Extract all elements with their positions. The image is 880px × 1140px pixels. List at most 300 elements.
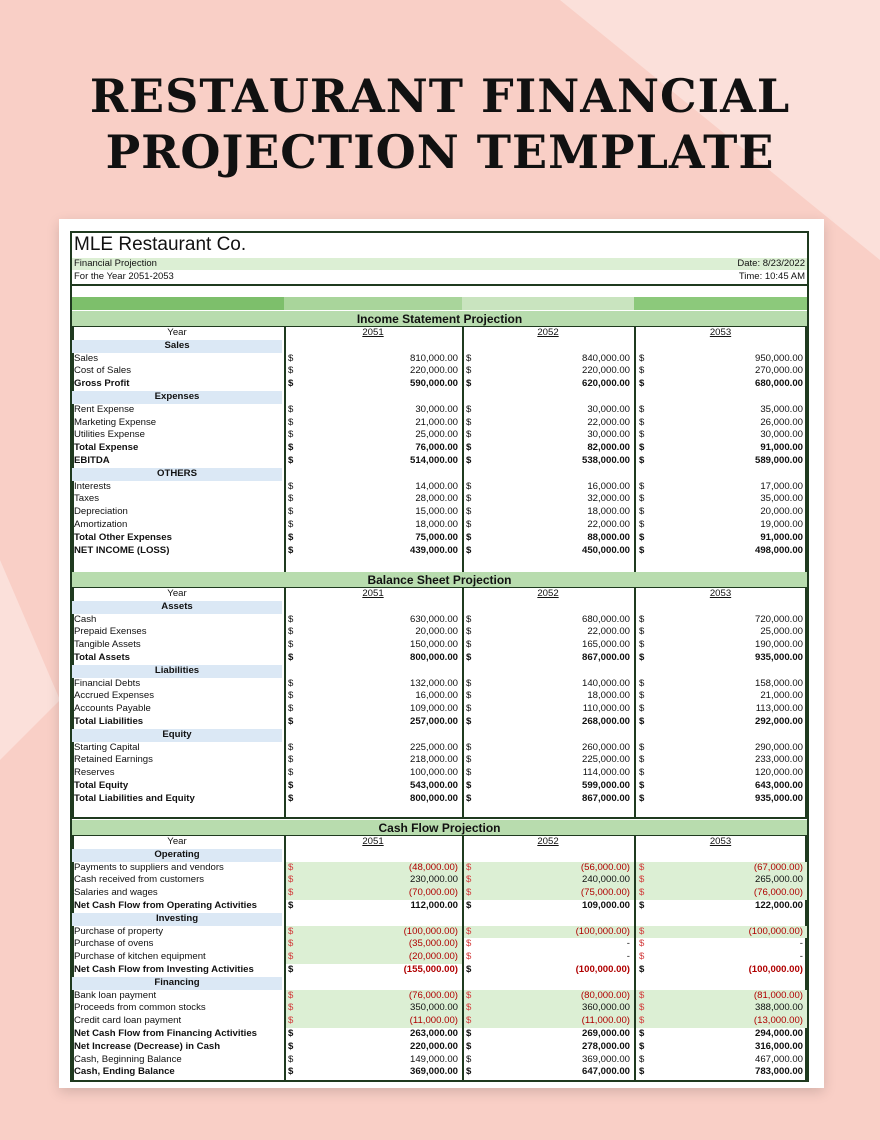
cell-value[interactable]: (75,000.00) — [580, 887, 630, 899]
cell-value[interactable]: 18,000.00 — [587, 506, 630, 518]
cell-value[interactable]: 350,000.00 — [409, 1002, 458, 1014]
cell-value[interactable]: 30,000.00 — [587, 429, 630, 441]
cell-value[interactable]: - — [799, 938, 803, 950]
cell-value[interactable]: 800,000.00 — [409, 652, 458, 663]
currency-symbol: $ — [288, 900, 294, 911]
currency-symbol: $ — [288, 506, 294, 518]
table-row — [72, 404, 807, 417]
cell-value[interactable]: 21,000.00 — [415, 416, 458, 428]
cell-value[interactable]: 110,000.00 — [582, 703, 630, 715]
currency-symbol: $ — [288, 352, 294, 364]
report-date: Date: 8/23/2022 — [737, 258, 805, 269]
currency-symbol: $ — [639, 716, 645, 727]
currency-symbol: $ — [288, 403, 294, 415]
row-label: Net Cash Flow from Investing Activities — [74, 964, 254, 975]
currency-symbol: $ — [639, 613, 645, 625]
currency-symbol: $ — [466, 1002, 472, 1014]
currency-symbol: $ — [466, 792, 472, 804]
cell-value[interactable]: (11,000.00) — [581, 1015, 630, 1027]
cell-value[interactable]: 35,000.00 — [760, 493, 803, 505]
cell-value[interactable]: 225,000.00 — [409, 741, 458, 753]
report-subtitle: Financial Projection — [74, 258, 157, 269]
table-row — [72, 887, 807, 900]
cell-value[interactable]: 467,000.00 — [754, 1053, 803, 1065]
category-row — [72, 913, 807, 926]
currency-symbol: $ — [466, 964, 472, 975]
category-label: Equity — [72, 729, 282, 742]
row-label: Cash — [74, 613, 97, 625]
cell-value[interactable]: 233,000.00 — [754, 754, 803, 766]
currency-symbol: $ — [639, 964, 645, 975]
cell-value[interactable]: 14,000.00 — [415, 480, 458, 492]
cell-value[interactable]: 225,000.00 — [581, 754, 630, 766]
currency-symbol: $ — [639, 531, 645, 543]
currency-symbol: $ — [639, 900, 645, 911]
color-strip-2 — [284, 297, 462, 310]
cell-value[interactable]: 140,000.00 — [581, 677, 630, 689]
cell-value[interactable]: 220,000.00 — [409, 1040, 458, 1052]
income-section-title: Income Statement Projection — [72, 311, 807, 327]
table-row — [72, 900, 807, 913]
cell-value[interactable]: 16,000.00 — [415, 690, 458, 702]
currency-symbol: $ — [288, 519, 294, 530]
category-label: Financing — [72, 977, 282, 990]
currency-symbol: $ — [466, 506, 472, 518]
cell-value[interactable]: 22,000.00 — [587, 626, 630, 638]
currency-symbol: $ — [288, 442, 294, 454]
cell-value[interactable]: 30,000.00 — [587, 403, 630, 415]
cell-value[interactable]: 294,000.00 — [754, 1028, 803, 1039]
currency-symbol: $ — [288, 754, 294, 766]
currency-symbol: $ — [288, 780, 294, 791]
currency-symbol: $ — [466, 951, 472, 963]
cell-value[interactable]: (67,000.00) — [753, 861, 803, 873]
cell-value[interactable]: 589,000.00 — [754, 455, 803, 466]
cell-value[interactable]: 514,000.00 — [409, 455, 458, 466]
row-label: Reserves — [74, 767, 115, 779]
row-label: Accrued Expenses — [74, 690, 154, 702]
cell-value[interactable]: (35,000.00) — [408, 938, 458, 950]
cell-value[interactable]: (76,000.00) — [408, 989, 458, 1001]
year-label: Year — [167, 327, 187, 338]
currency-symbol: $ — [288, 1002, 294, 1014]
row-label: Tangible Assets — [74, 639, 141, 651]
currency-symbol: $ — [639, 455, 645, 466]
cell-value[interactable]: (80,000.00) — [580, 989, 630, 1001]
cell-value[interactable]: 369,000.00 — [581, 1053, 630, 1065]
table-row — [72, 703, 807, 716]
category-row — [72, 729, 807, 742]
cell-value[interactable]: 538,000.00 — [581, 455, 630, 466]
currency-symbol: $ — [639, 480, 645, 492]
cell-value[interactable]: 260,000.00 — [581, 741, 630, 753]
row-label: Net Cash Flow from Operating Activities — [74, 900, 258, 911]
cash-flow-section — [72, 820, 807, 1082]
row-label: Prepaid Exenses — [74, 626, 147, 638]
currency-symbol: $ — [466, 861, 472, 873]
currency-symbol: $ — [288, 938, 294, 950]
cell-value[interactable]: 28,000.00 — [415, 493, 458, 505]
cell-value[interactable]: (155,000.00) — [403, 964, 458, 975]
currency-symbol: $ — [288, 639, 294, 651]
row-label: Amortization — [74, 519, 128, 530]
currency-symbol: $ — [466, 677, 472, 689]
currency-symbol: $ — [466, 626, 472, 638]
currency-symbol: $ — [466, 1053, 472, 1065]
cell-value[interactable]: 114,000.00 — [582, 767, 630, 779]
currency-symbol: $ — [639, 403, 645, 415]
cell-value[interactable]: (76,000.00) — [753, 887, 803, 899]
cell-value[interactable]: 35,000.00 — [760, 403, 803, 415]
table-row — [72, 626, 807, 639]
cell-value[interactable]: 810,000.00 — [409, 352, 458, 364]
currency-symbol: $ — [288, 1015, 294, 1027]
table-row — [72, 353, 807, 366]
row-label: Bank loan payment — [74, 989, 157, 1001]
cell-value[interactable]: 450,000.00 — [581, 544, 630, 556]
cell-value[interactable]: 113,000.00 — [755, 703, 803, 715]
currency-symbol: $ — [466, 703, 472, 715]
year-heading: 2051 — [362, 836, 384, 847]
table-row — [72, 754, 807, 767]
cell-value[interactable]: (48,000.00) — [408, 861, 458, 873]
cell-value[interactable]: 88,000.00 — [587, 531, 630, 543]
cell-value[interactable]: 30,000.00 — [760, 429, 803, 441]
currency-symbol: $ — [466, 493, 472, 505]
cell-value[interactable]: 25,000.00 — [415, 429, 458, 441]
cell-value[interactable]: 647,000.00 — [581, 1066, 630, 1078]
cell-value[interactable]: 109,000.00 — [409, 703, 458, 715]
currency-symbol: $ — [466, 767, 472, 779]
row-label: Cash received from customers — [74, 874, 205, 886]
currency-symbol: $ — [639, 780, 645, 791]
color-strip-3 — [462, 297, 634, 310]
cell-value[interactable]: 316,000.00 — [754, 1040, 803, 1052]
table-row — [72, 1066, 807, 1079]
table-row — [72, 938, 807, 951]
currency-symbol: $ — [466, 613, 472, 625]
cell-value[interactable]: 26,000.00 — [760, 416, 803, 428]
currency-symbol: $ — [466, 780, 472, 791]
cell-value[interactable]: - — [626, 951, 630, 963]
cell-value[interactable]: 950,000.00 — [754, 352, 803, 364]
cell-value[interactable]: 680,000.00 — [754, 378, 803, 390]
table-row — [72, 742, 807, 755]
currency-symbol: $ — [466, 442, 472, 454]
currency-symbol: $ — [639, 493, 645, 505]
category-label: Operating — [72, 849, 282, 862]
currency-symbol: $ — [639, 442, 645, 454]
cell-value[interactable]: 75,000.00 — [415, 531, 458, 543]
currency-symbol: $ — [288, 703, 294, 715]
row-label: Net Cash Flow from Financing Activities — [74, 1028, 258, 1039]
cell-value[interactable]: (13,000.00) — [753, 1015, 803, 1027]
page-title-line-1: RESTAURANT FINANCIAL — [89, 69, 791, 123]
cell-value[interactable]: (100,000.00) — [575, 964, 630, 975]
currency-symbol: $ — [288, 951, 294, 963]
currency-symbol: $ — [466, 544, 472, 556]
cell-value[interactable]: 158,000.00 — [754, 677, 803, 689]
currency-symbol: $ — [466, 925, 472, 937]
color-strip-4 — [634, 297, 807, 310]
currency-symbol: $ — [639, 429, 645, 441]
cell-value[interactable]: 270,000.00 — [754, 365, 803, 377]
cell-value[interactable]: 292,000.00 — [754, 716, 803, 727]
cell-value[interactable]: (11,000.00) — [409, 1015, 458, 1027]
report-period: For the Year 2051-2053 — [74, 271, 174, 282]
category-label: Assets — [72, 601, 282, 614]
cell-value[interactable]: (81,000.00) — [753, 989, 803, 1001]
cell-value[interactable]: (20,000.00) — [408, 951, 458, 963]
cell-value[interactable]: 20,000.00 — [760, 506, 803, 518]
page-title-line-2: PROJECTION TEMPLATE — [105, 125, 775, 179]
color-strip-1 — [72, 297, 284, 310]
currency-symbol: $ — [288, 1040, 294, 1052]
category-label: Investing — [72, 913, 282, 926]
cell-value[interactable]: (56,000.00) — [580, 861, 630, 873]
currency-symbol: $ — [639, 792, 645, 804]
row-label: Total Other Expenses — [74, 531, 172, 543]
cell-value[interactable]: 720,000.00 — [754, 613, 803, 625]
table-row — [72, 493, 807, 506]
currency-symbol: $ — [639, 1040, 645, 1052]
row-label: Salaries and wages — [74, 887, 158, 899]
page-title — [0, 68, 880, 180]
cell-value[interactable]: 16,000.00 — [587, 480, 630, 492]
cell-value[interactable]: 388,000.00 — [754, 1002, 803, 1014]
cell-value[interactable]: 20,000.00 — [415, 626, 458, 638]
cell-value[interactable]: 240,000.00 — [581, 874, 630, 886]
cell-value[interactable]: 867,000.00 — [581, 792, 630, 804]
cell-value[interactable]: 100,000.00 — [409, 767, 458, 779]
table-row — [72, 1028, 807, 1041]
currency-symbol: $ — [288, 1066, 294, 1078]
row-label: Purchase of property — [74, 925, 164, 937]
table-row — [72, 378, 807, 391]
category-label: Liabilities — [72, 665, 282, 678]
year-heading: 2052 — [537, 327, 559, 338]
row-label: Payments to suppliers and vendors — [74, 861, 224, 873]
cell-value[interactable]: 360,000.00 — [581, 1002, 630, 1014]
table-row — [72, 545, 807, 558]
cell-value[interactable]: 76,000.00 — [415, 442, 458, 454]
currency-symbol: $ — [466, 480, 472, 492]
cell-value[interactable]: 91,000.00 — [760, 531, 803, 543]
currency-symbol: $ — [639, 1002, 645, 1014]
table-row — [72, 519, 807, 532]
currency-symbol: $ — [639, 767, 645, 779]
cell-value[interactable]: 15,000.00 — [415, 506, 458, 518]
cell-value[interactable]: (100,000.00) — [748, 964, 803, 975]
cell-value[interactable]: 265,000.00 — [754, 874, 803, 886]
currency-symbol: $ — [288, 652, 294, 663]
year-heading: 2052 — [537, 588, 559, 599]
cell-value[interactable]: 269,000.00 — [581, 1028, 630, 1039]
currency-symbol: $ — [466, 887, 472, 899]
cell-value[interactable]: 630,000.00 — [409, 613, 458, 625]
year-heading: 2053 — [709, 327, 732, 338]
cell-value[interactable]: 800,000.00 — [409, 792, 458, 804]
cell-value[interactable]: 25,000.00 — [760, 626, 803, 638]
spreadsheet-preview — [59, 219, 824, 1088]
currency-symbol: $ — [466, 652, 472, 663]
table-row — [72, 455, 807, 468]
cell-value[interactable]: 112,000.00 — [410, 900, 458, 911]
row-label: Rent Expense — [74, 403, 135, 415]
currency-symbol: $ — [639, 506, 645, 518]
balance-section-title: Balance Sheet Projection — [72, 572, 807, 588]
currency-symbol: $ — [466, 365, 472, 377]
year-label: Year — [167, 836, 187, 847]
category-row — [72, 340, 807, 353]
cell-value[interactable]: 22,000.00 — [587, 519, 630, 530]
cell-value[interactable]: 268,000.00 — [581, 716, 630, 727]
row-label: Total Assets — [74, 652, 130, 663]
row-label: Gross Profit — [74, 378, 130, 390]
cell-value[interactable]: 263,000.00 — [409, 1028, 458, 1039]
cell-value[interactable]: 543,000.00 — [409, 780, 458, 791]
row-label: Total Equity — [74, 780, 129, 791]
cell-value[interactable]: 30,000.00 — [415, 403, 458, 415]
row-label: Proceeds from common stocks — [74, 1002, 206, 1014]
cell-value[interactable]: 190,000.00 — [754, 639, 803, 651]
year-heading: 2052 — [537, 836, 559, 847]
currency-symbol: $ — [639, 365, 645, 377]
income-statement-section — [72, 311, 807, 583]
row-label: Depreciation — [74, 506, 128, 518]
currency-symbol: $ — [288, 677, 294, 689]
year-header-row — [72, 327, 807, 340]
currency-symbol: $ — [288, 741, 294, 753]
cell-value[interactable]: 220,000.00 — [409, 365, 458, 377]
category-row — [72, 601, 807, 614]
company-name: MLE Restaurant Co. — [74, 234, 247, 255]
currency-symbol: $ — [288, 925, 294, 937]
cell-value[interactable]: 122,000.00 — [754, 900, 803, 911]
cell-value[interactable]: 620,000.00 — [581, 378, 630, 390]
table-row — [72, 964, 807, 977]
cell-value[interactable]: (100,000.00) — [575, 925, 630, 937]
currency-symbol: $ — [466, 519, 472, 530]
row-label: Starting Capital — [74, 741, 140, 753]
currency-symbol: $ — [466, 378, 472, 390]
currency-symbol: $ — [639, 652, 645, 663]
table-row — [72, 678, 807, 691]
cell-value[interactable]: (100,000.00) — [403, 925, 458, 937]
spreadsheet-frame — [70, 231, 809, 1082]
cell-value[interactable]: (70,000.00) — [408, 887, 458, 899]
currency-symbol: $ — [466, 416, 472, 428]
table-row — [72, 767, 807, 780]
cell-value[interactable]: 840,000.00 — [581, 352, 630, 364]
cell-value[interactable]: (100,000.00) — [748, 925, 803, 937]
cell-value[interactable]: 680,000.00 — [581, 613, 630, 625]
cell-value[interactable]: 935,000.00 — [754, 652, 803, 663]
cell-value[interactable]: 439,000.00 — [409, 544, 458, 556]
cell-value[interactable]: 18,000.00 — [587, 690, 630, 702]
row-label: NET INCOME (LOSS) — [74, 544, 170, 556]
cell-value[interactable]: 109,000.00 — [581, 900, 630, 911]
table-row — [72, 614, 807, 627]
cell-value[interactable]: 150,000.00 — [409, 639, 458, 651]
cell-value[interactable]: 19,000.00 — [760, 519, 803, 530]
row-label: Net Increase (Decrease) in Cash — [74, 1040, 221, 1052]
currency-symbol: $ — [288, 690, 294, 702]
currency-symbol: $ — [466, 1066, 472, 1078]
year-heading: 2051 — [362, 327, 384, 338]
cell-value[interactable]: 369,000.00 — [409, 1066, 458, 1078]
cell-value[interactable]: 165,000.00 — [581, 639, 630, 651]
cell-value[interactable]: 867,000.00 — [581, 652, 630, 663]
currency-symbol: $ — [639, 626, 645, 638]
currency-symbol: $ — [466, 690, 472, 702]
cell-value[interactable]: 257,000.00 — [409, 716, 458, 727]
currency-symbol: $ — [639, 352, 645, 364]
cell-value[interactable]: 21,000.00 — [760, 690, 803, 702]
currency-symbol: $ — [288, 365, 294, 377]
currency-symbol: $ — [466, 531, 472, 543]
cell-value[interactable]: 220,000.00 — [581, 365, 630, 377]
currency-symbol: $ — [639, 378, 645, 390]
row-label: Purchase of kitchen equipment — [74, 951, 206, 963]
currency-symbol: $ — [466, 754, 472, 766]
cell-value[interactable]: 82,000.00 — [587, 442, 630, 454]
cell-value[interactable]: 91,000.00 — [760, 442, 803, 454]
cell-value[interactable]: 599,000.00 — [581, 780, 630, 791]
cell-value[interactable]: 18,000.00 — [415, 519, 458, 530]
cell-value[interactable]: 498,000.00 — [754, 544, 803, 556]
cell-value[interactable]: 32,000.00 — [587, 493, 630, 505]
currency-symbol: $ — [288, 887, 294, 899]
cell-value[interactable]: 290,000.00 — [754, 741, 803, 753]
cell-value[interactable]: 120,000.00 — [754, 767, 803, 779]
currency-symbol: $ — [639, 639, 645, 651]
table-row — [72, 874, 807, 887]
cell-value[interactable]: - — [626, 938, 630, 950]
cell-value[interactable]: 643,000.00 — [754, 780, 803, 791]
currency-symbol: $ — [288, 455, 294, 466]
row-label: Financial Debts — [74, 677, 141, 689]
currency-symbol: $ — [288, 964, 294, 975]
cell-value[interactable]: 590,000.00 — [409, 378, 458, 390]
cell-value[interactable]: 783,000.00 — [754, 1066, 803, 1078]
cell-value[interactable]: 149,000.00 — [409, 1053, 458, 1065]
cell-value[interactable]: 132,000.00 — [409, 677, 458, 689]
cell-value[interactable]: 218,000.00 — [409, 754, 458, 766]
year-heading: 2051 — [362, 588, 384, 599]
currency-symbol: $ — [288, 1028, 294, 1039]
currency-symbol: $ — [466, 900, 472, 911]
table-row — [72, 532, 807, 545]
cell-value[interactable]: 935,000.00 — [754, 792, 803, 804]
currency-symbol: $ — [466, 1028, 472, 1039]
header-divider — [72, 284, 807, 286]
currency-symbol: $ — [639, 938, 645, 950]
year-header-row — [72, 836, 807, 849]
currency-symbol: $ — [466, 1040, 472, 1052]
row-label: Total Liabilities and Equity — [74, 792, 195, 804]
currency-symbol: $ — [466, 455, 472, 466]
cell-value[interactable]: 278,000.00 — [581, 1040, 630, 1052]
table-row — [72, 1015, 807, 1028]
year-heading: 2053 — [709, 836, 732, 847]
cell-value[interactable]: 17,000.00 — [760, 480, 803, 492]
cell-value[interactable]: - — [799, 951, 803, 963]
table-row — [72, 690, 807, 703]
cell-value[interactable]: 22,000.00 — [587, 416, 630, 428]
cell-value[interactable]: 230,000.00 — [409, 874, 458, 886]
row-label: Sales — [74, 352, 98, 364]
